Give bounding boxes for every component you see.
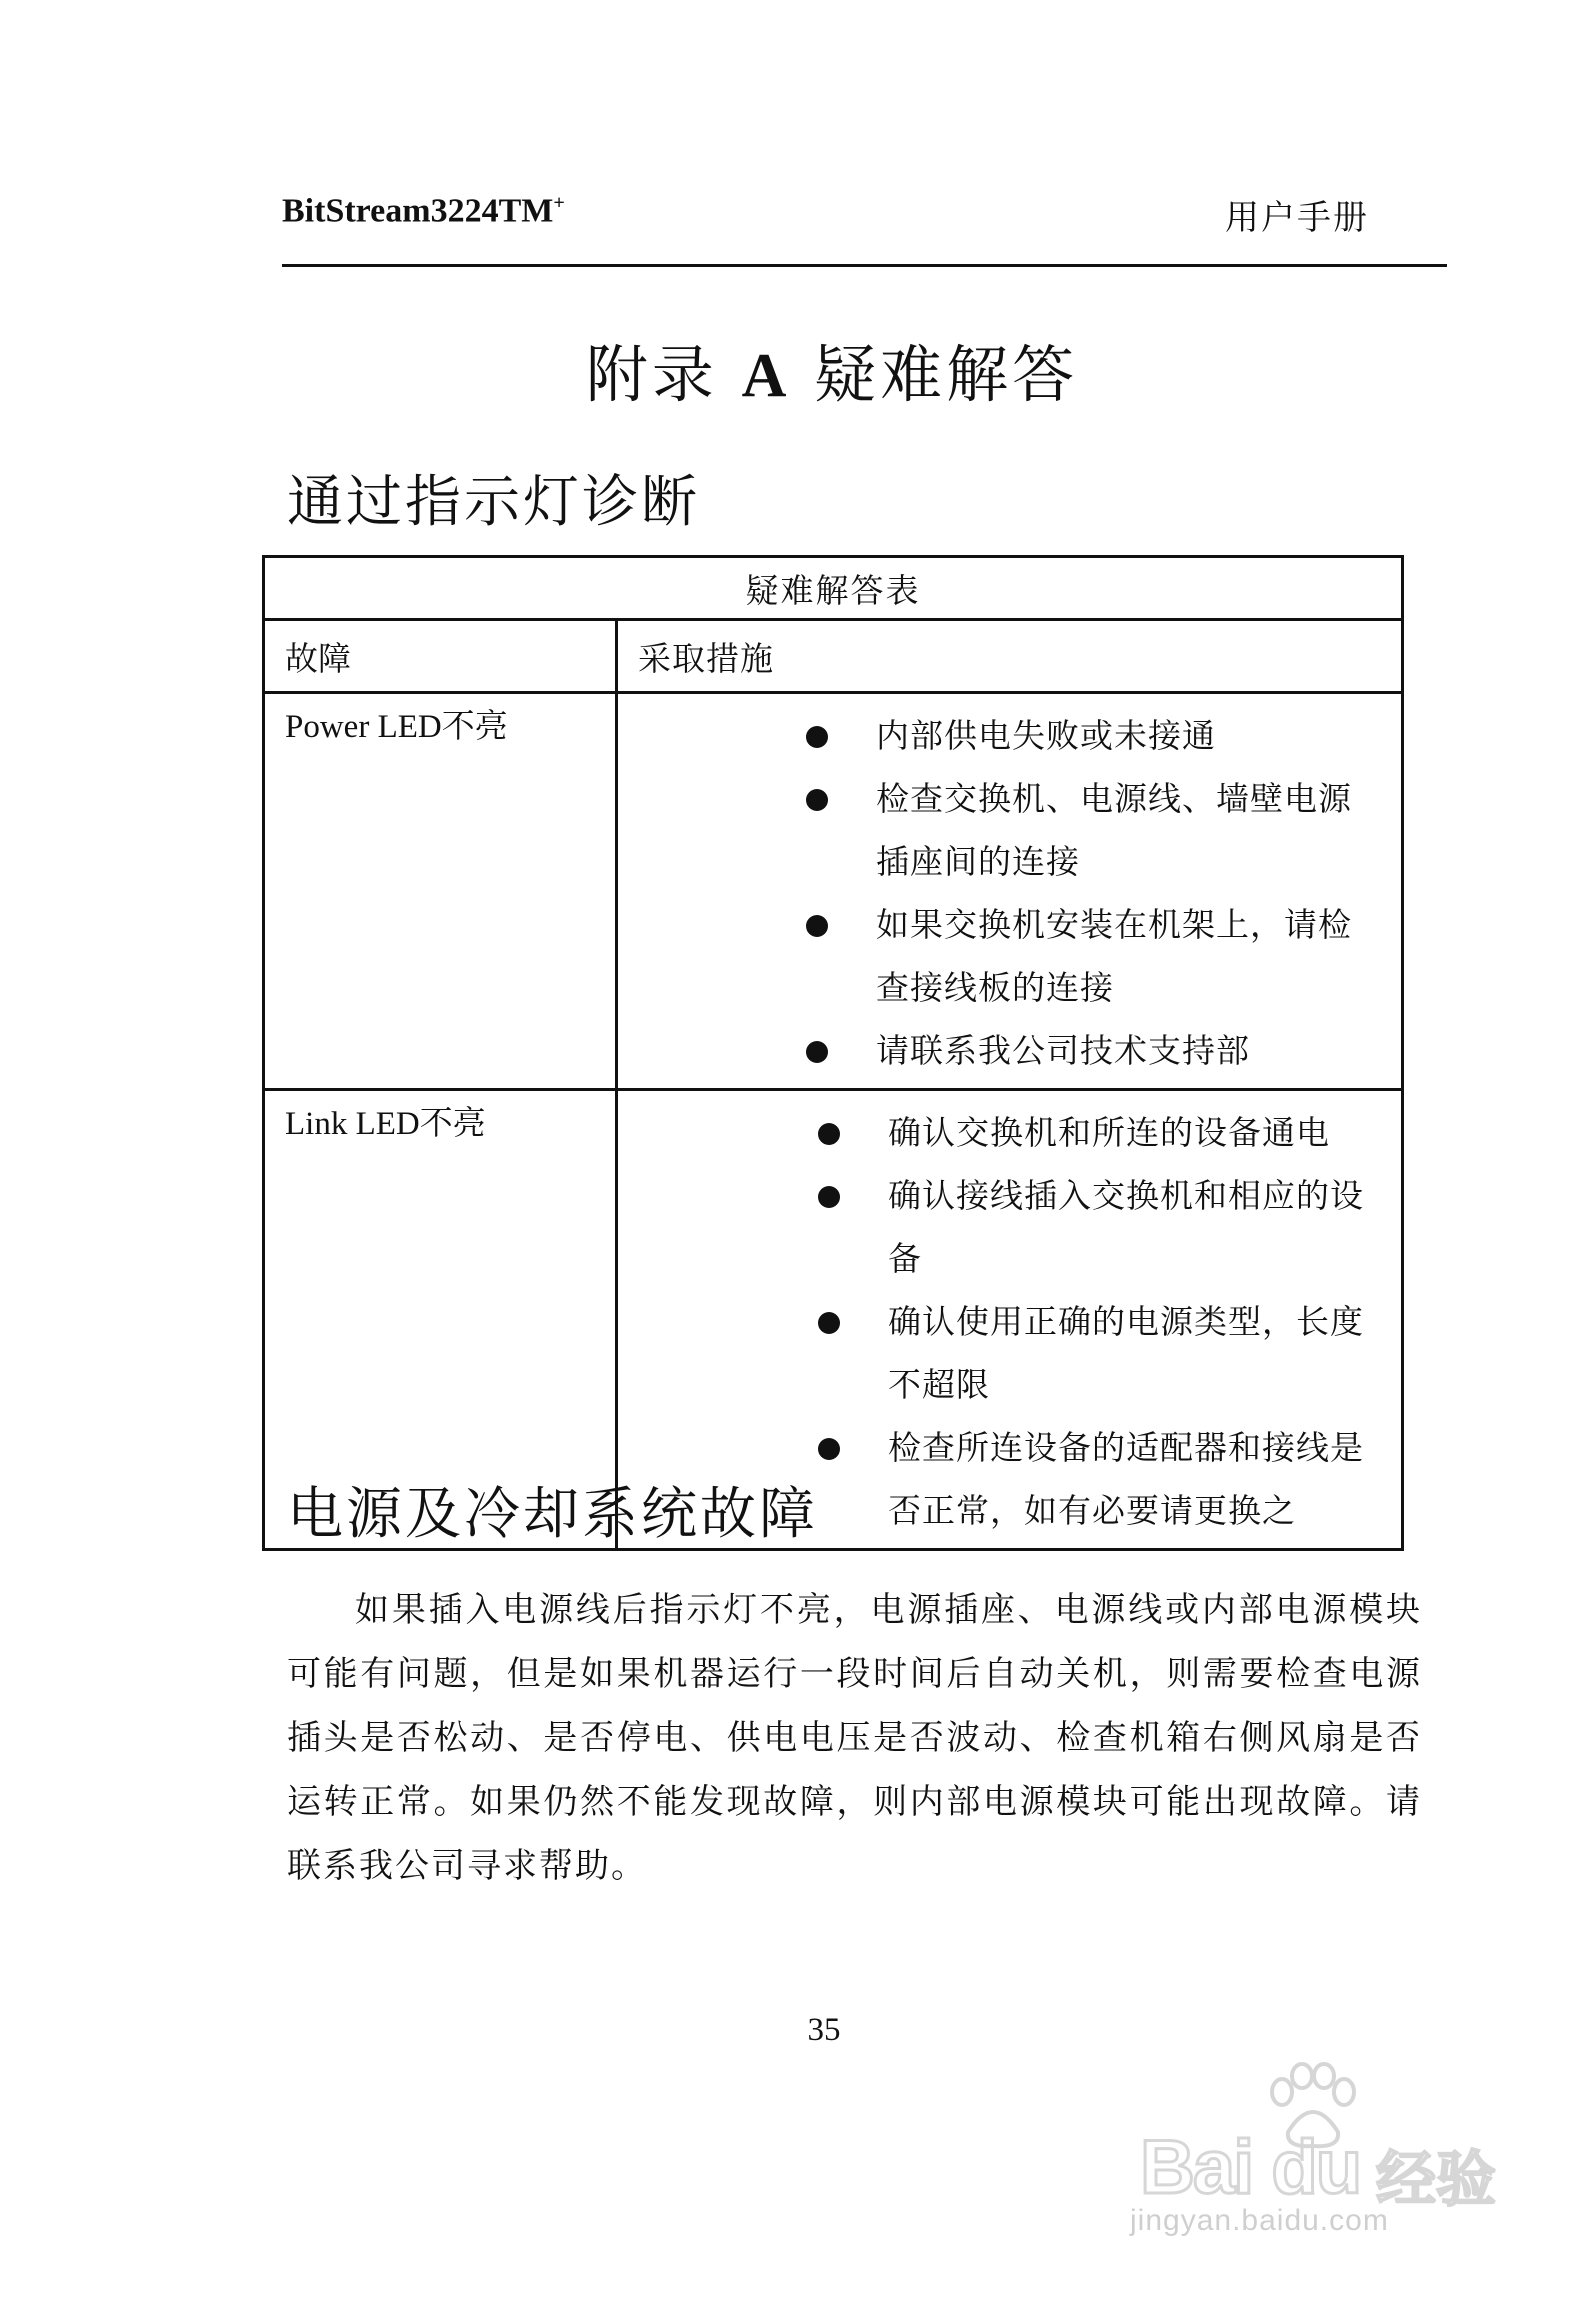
- fault-status: 不亮: [441, 706, 508, 745]
- column-header-fault: 故障: [264, 620, 617, 693]
- bullet-icon: [818, 1312, 840, 1334]
- fault-name: Link LED: [285, 1106, 420, 1142]
- action-cell: [617, 693, 1403, 1090]
- watermark-url: jingyan.baidu.com: [1130, 2204, 1389, 2237]
- fault-cell: [264, 693, 617, 1090]
- power-cooling-paragraph: 如果插入电源线后指示灯不亮，电源插座、电源线或内部电源模块可能有问题，但是如果机器运行一段时间后自动关机，则需要检查电源插头是否松动、是否停电、供电电压是否波动、检查机箱右侧风扇是否运转正常。如果仍然不能发现故障，则内部电源模块可能出现故障。请联系我公司寻求帮助。: [287, 1590, 1422, 1886]
- section-heading-indicator-diagnosis: 通过指示灯诊断: [287, 470, 700, 535]
- bullet-icon: [806, 1041, 828, 1063]
- bullet-icon: [806, 726, 828, 748]
- table-row: [264, 693, 1403, 1090]
- troubleshooting-table: [262, 555, 1404, 1551]
- bullet-icon: [806, 789, 828, 811]
- list-item: 确认接线插入交换机和相应的设备: [638, 1164, 1381, 1290]
- manual-label: 用户手册: [1225, 198, 1369, 238]
- bullet-icon: [806, 915, 828, 937]
- bullet-icon: [818, 1123, 840, 1145]
- table-caption: 疑难解答表: [264, 557, 1403, 620]
- watermark-brand: Bai du: [1140, 2125, 1361, 2210]
- bullet-icon: [818, 1186, 840, 1208]
- appendix-letter: A: [741, 342, 791, 410]
- list-item: 如果交换机安装在机架上，请检查接线板的连接: [638, 893, 1381, 1019]
- appendix-title: [282, 325, 1382, 414]
- appendix-prefix: 附录: [585, 338, 718, 411]
- fault-status: 不亮: [419, 1103, 486, 1142]
- list-item: 检查所连设备的适配器和接线是否正常，如有必要请更换之: [638, 1416, 1381, 1542]
- column-header-action: 采取措施: [617, 620, 1403, 693]
- appendix-suffix: 疑难解答: [814, 338, 1079, 411]
- page-header: [282, 186, 1447, 267]
- list-item: 确认交换机和所连的设备通电: [638, 1101, 1381, 1164]
- page-number: 35: [807, 2012, 841, 2048]
- section-heading-power-cooling: 电源及冷却系统故障: [287, 1482, 818, 1547]
- product-model: BitStream3224TM+: [282, 192, 565, 230]
- baidu-jingyan-watermark: [1118, 2062, 1518, 2242]
- fault-name: Power LED: [285, 709, 442, 745]
- watermark-brand-zh: 经验: [1376, 2145, 1496, 2215]
- list-item: 内部供电失败或未接通: [638, 704, 1381, 767]
- list-item: 检查交换机、电源线、墙壁电源插座间的连接: [638, 767, 1381, 893]
- list-item: 请联系我公司技术支持部: [638, 1019, 1381, 1082]
- list-item: 确认使用正确的电源类型，长度不超限: [638, 1290, 1381, 1416]
- bullet-icon: [818, 1438, 840, 1460]
